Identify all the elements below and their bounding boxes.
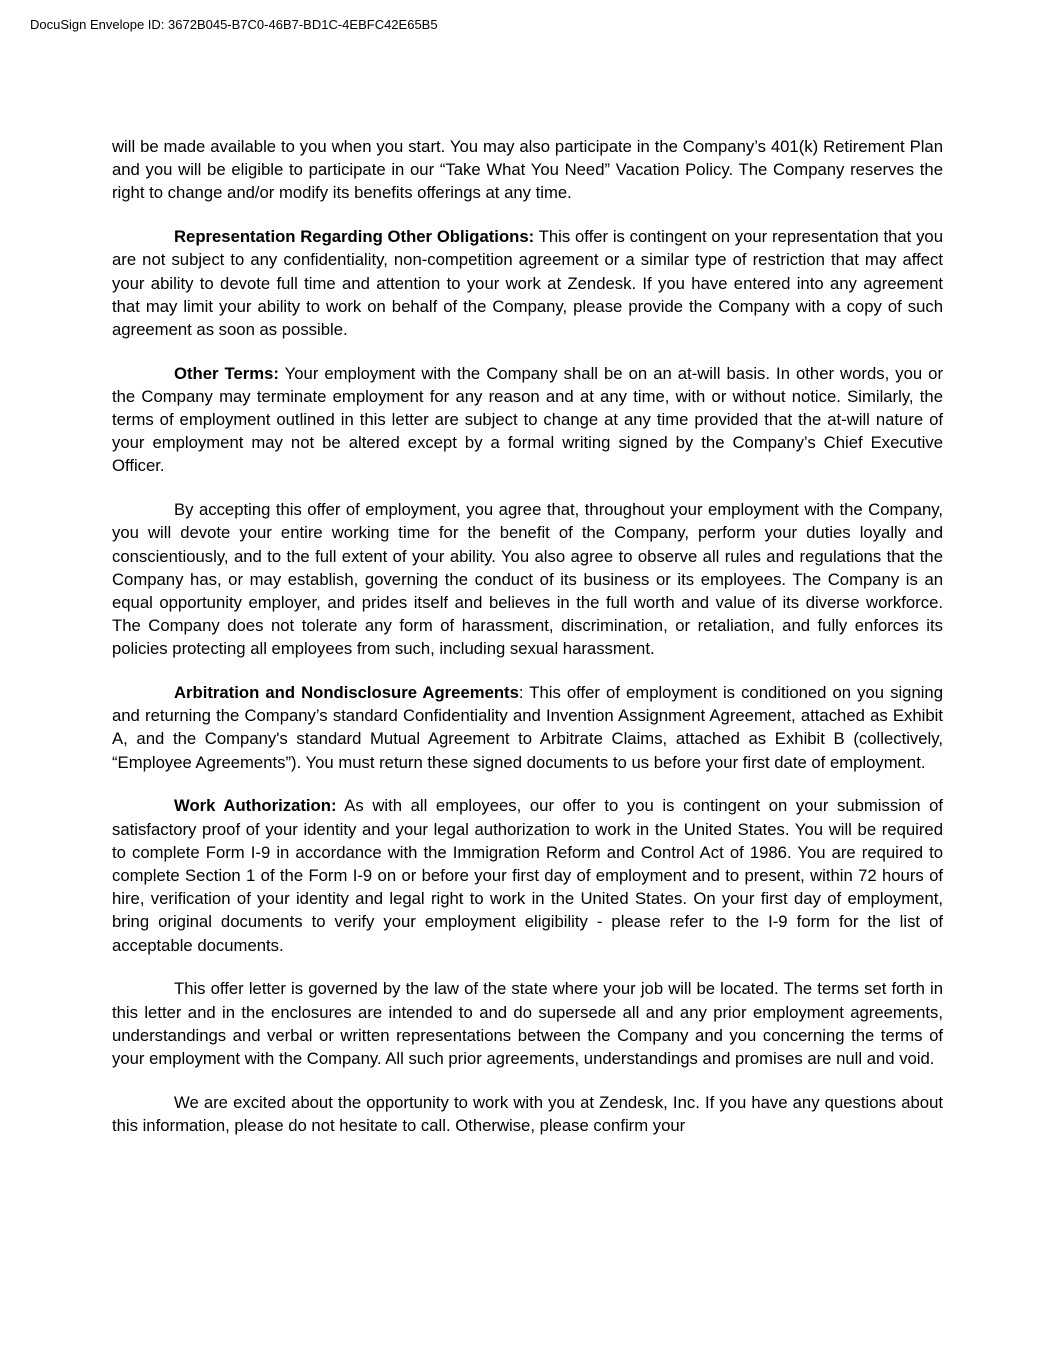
paragraph-governing-law xyxy=(112,977,943,1070)
paragraph-text: As with all employees, our offer to you is contingent on your submission of satisfactory proof of your identity and your legal authorization to work in the United States. You will be required to complete Form I-9 in accordance with the Immigration Reform and Control Act of 1986. You are required to complete Section 1 of the Form I-9 on or before your first day of employment and to present, within 72 hours of hire, verification of your identity and legal right to work in the United States. On your first day of employment, bring original documents to verify your employment eligibility - please refer to the I-9 form for the list of acceptable documents. xyxy=(112,796,944,955)
paragraph-work-authorization xyxy=(112,794,943,956)
letter-body xyxy=(112,135,943,1158)
paragraph-representation xyxy=(112,225,943,341)
paragraph-heading: Arbitration and Nondisclosure Agreements xyxy=(174,683,519,703)
paragraph-text: Your employment with the Company shall be on an at-will basis. In other words, you or the Company may terminate employment for any reason and at any time, with or without notice. Similarly, the terms of employment outlined in this letter are subject to change at any time provided that the at-will nature of your employment may not be altered except by a formal writing signed by the Company’s Chief Executive Officer. xyxy=(112,363,944,476)
envelope-id: DocuSign Envelope ID: 3672B045-B7C0-46B7-BD1C-4EBFC42E65B5 xyxy=(30,17,438,32)
paragraph-other-terms xyxy=(112,362,943,478)
paragraph-heading: Other Terms: xyxy=(174,363,279,383)
paragraph-text: : This offer of employment is conditioned on you signing and returning the Company’s standard Confidentiality and Invention Assignment Agreement, attached as Exhibit A, and the Company's standard Mutual Agreement to Arbitrate Claims, attached as Exhibit B (collectively, “Employee Agreements”). You must return these signed documents to us before your first date of employment. xyxy=(112,683,943,772)
paragraph-arbitration xyxy=(112,681,943,774)
paragraph-heading: Work Authorization: xyxy=(174,796,337,816)
paragraph-closing xyxy=(112,1091,943,1137)
paragraph-benefits xyxy=(112,135,943,205)
paragraph-acceptance xyxy=(112,498,943,660)
paragraph-heading: Representation Regarding Other Obligations: xyxy=(174,227,535,247)
paragraph-text: We are excited about the opportunity to work with you at Zendesk, Inc. If you have any questions about this information, please do not hesitate to call. Otherwise, please confirm your xyxy=(112,1092,943,1135)
paragraph-text: By accepting this offer of employment, you agree that, throughout your employment with the Company, you will devote your entire working time for the benefit of the Company, perform your duties loyally and conscientiously, and to the full extent of your ability. You also agree to observe all rules and regulations that the Company has, or may establish, governing the conduct of its business or its employees. The Company is an equal opportunity employer, and prides itself and believes in the full worth and value of its diverse workforce. The Company does not tolerate any form of harassment, discrimination, or retaliation, and fully enforces its policies protecting all employees from such, including sexual harassment. xyxy=(112,500,943,659)
paragraph-text: will be made available to you when you start. You may also participate in the Company’s 401(k) Retirement Plan and you will be eligible to participate in our “Take What You Need” Vacation Policy. The Company reserves the right to change and/or modify its benefits offerings at any time. xyxy=(112,137,943,203)
paragraph-text: This offer is contingent on your representation that you are not subject to any confidentiality, non-competition agreement or a similar type of restriction that may affect your ability to devote full time and attention to your work at Zendesk. If you have entered into any agreement that may limit your ability to work on behalf of the Company, please provide the Company with a copy of such agreement as soon as possible. xyxy=(112,227,943,339)
paragraph-text: This offer letter is governed by the law of the state where your job will be located. The terms set forth in this letter and in the enclosures are intended to and do supersede all and any prior employment agreements, understandings and verbal or written representations between the Company and you concerning the terms of your employment with the Company. All such prior agreements, understandings and promises are null and void. xyxy=(112,979,943,1068)
